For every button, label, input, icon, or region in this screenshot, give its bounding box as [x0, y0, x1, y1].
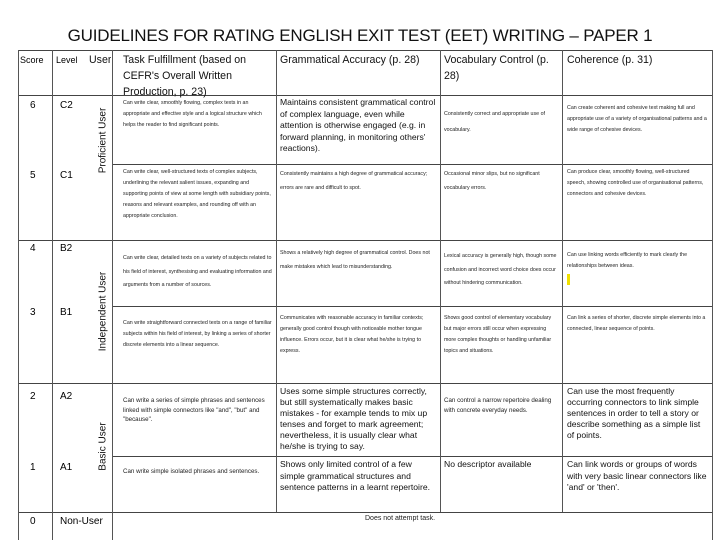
coherence-b2: Can use linking words efficiently to mark clearly the relationships between ideas.: [567, 252, 688, 269]
col-coherence-border: [562, 50, 563, 512]
coherence-a1: Can link words or groups of words with very basic linear connectors like 'and' or 'then'.: [567, 459, 707, 492]
grammar-a2: Uses some simple structures correctly, but still systematically makes basic mistakes - for example tends to mix up tenses and forget to mark agreement; nevertheless, it is usually clear what he/she is trying to say.: [280, 386, 428, 451]
header-task: Task Fulfillment (based on CEFR's Overall Written Production, p. 23): [123, 54, 247, 98]
col-right-border: [712, 50, 713, 540]
vocab-c2: Consistently correct and appropriate use of vocabulary.: [444, 111, 545, 133]
header-coherence: Coherence (p. 31): [567, 54, 653, 66]
row-0-border: [18, 512, 712, 513]
row-1-border: [112, 456, 712, 457]
row-2-border: [18, 383, 712, 384]
coherence-c1: Can produce clear, smoothly flowing, well-structured speech, showing controlled use of organisational patterns, connectors and cohesive devices.: [567, 169, 704, 197]
coherence-c2: Can create coherent and cohesive text making full and appropriate use of a variety of organisational patterns and a wide range of cohesive devices.: [567, 105, 707, 133]
col-score-border: [18, 50, 19, 540]
score-0: 0: [30, 516, 36, 527]
user-group-basic: Basic User: [97, 422, 109, 471]
row-5-border: [112, 164, 712, 165]
task-c1: Can write clear, well-structured texts of complex subjects, underlining the relevant salient issues, expanding and supporting points of view at some length with subsidiary points, reasons and relevant examples, and rounding off with an appropriate conclusion.: [123, 169, 271, 219]
level-b2: B2: [60, 243, 73, 254]
grammar-b1: Communicates with reasonable accuracy in familiar contexts; generally good control though with noticeable mother tongue influence. Errors occur, but it is clear what he/she is trying to express.: [280, 315, 424, 354]
coherence-a2: Can use the most frequently occurring connectors to link simple sentences in order to tell a story or describe something as a simple list of points.: [567, 386, 701, 440]
row-4-border: [18, 240, 712, 241]
level-a2: A2: [60, 391, 73, 402]
vocab-a2: Can control a narrow repertoire dealing with concrete everyday needs.: [444, 397, 552, 414]
score-5: 5: [30, 170, 36, 181]
level-c1: C1: [60, 170, 73, 181]
score-3: 3: [30, 307, 36, 318]
header-vocab: Vocabulary Control (p. 28): [444, 54, 549, 82]
header-user: User: [89, 54, 112, 66]
header-grammar: Grammatical Accuracy (p. 28): [280, 54, 420, 66]
task-a2: Can write a series of simple phrases and sentences linked with simple connectors like "and", "but" and "because".: [123, 397, 265, 424]
col-user-border: [112, 50, 113, 540]
highlight-mark: [567, 274, 570, 285]
user-group-proficient: Proficient User: [97, 107, 109, 174]
score-2: 2: [30, 391, 36, 402]
vocab-a1: No descriptor available: [444, 459, 532, 469]
header-score: Score: [20, 55, 44, 65]
vocab-c1: Occasional minor slips, but no significant vocabulary errors.: [444, 171, 540, 191]
col-vocab-border: [440, 50, 441, 512]
level-b1: B1: [60, 307, 73, 318]
header-top-border: [18, 50, 712, 51]
vocab-b2: Lexical accuracy is generally high, though some confusion and incorrect word choice does occur without hindering communication.: [444, 253, 557, 286]
task-c2: Can write clear, smoothly flowing, complex texts in an appropriate and effective style and a logical structure which helps the reader to find significant points.: [123, 100, 262, 128]
grammar-a1: Shows only limited control of a few simple grammatical structures and sentence patterns in a learnt repertoire.: [280, 459, 431, 492]
task-a1: Can write simple isolated phrases and sentences.: [123, 468, 260, 475]
header-level: Level: [56, 55, 78, 65]
coherence-b1: Can link a series of shorter, discrete simple elements into a connected, linear sequence of points.: [567, 315, 706, 332]
user-group-independent: Independent User: [97, 271, 109, 352]
col-level-border: [52, 50, 53, 540]
grammar-c2: Maintains consistent grammatical control of complex language, even while attention is otherwise engaged (e.g. in forward planning, in monitoring others' reactions).: [280, 97, 436, 153]
row-3-border: [112, 306, 712, 307]
grammar-c1: Consistently maintains a high degree of grammatical accuracy; errors are rare and difficult to spot.: [280, 171, 428, 191]
level-non-user: Non-User: [60, 516, 103, 527]
does-not-attempt-note: Does not attempt task.: [365, 515, 436, 522]
task-b1: Can write straightforward connected texts on a range of familiar subjects within his field of interest, by linking a series of shorter discrete elements into a linear sequence.: [123, 320, 272, 348]
vocab-b1: Shows good control of elementary vocabulary but major errors still occur when expressing more complex thoughts or handling unfamiliar topics and situations.: [444, 315, 552, 354]
score-4: 4: [30, 243, 36, 254]
score-1: 1: [30, 462, 36, 473]
level-a1: A1: [60, 462, 73, 473]
col-grammar-border: [276, 50, 277, 512]
page-title: GUIDELINES FOR RATING ENGLISH EXIT TEST (EET) WRITING – PAPER 1: [67, 26, 653, 45]
grammar-b2: Shows a relatively high degree of grammatical control. Does not make mistakes which lead to misunderstanding.: [280, 250, 430, 270]
level-c2: C2: [60, 100, 73, 111]
score-6: 6: [30, 100, 36, 111]
task-b2: Can write clear, detailed texts on a variety of subjects related to his field of interest, synthesising and evaluating information and arguments from a number of sources.: [123, 255, 272, 288]
